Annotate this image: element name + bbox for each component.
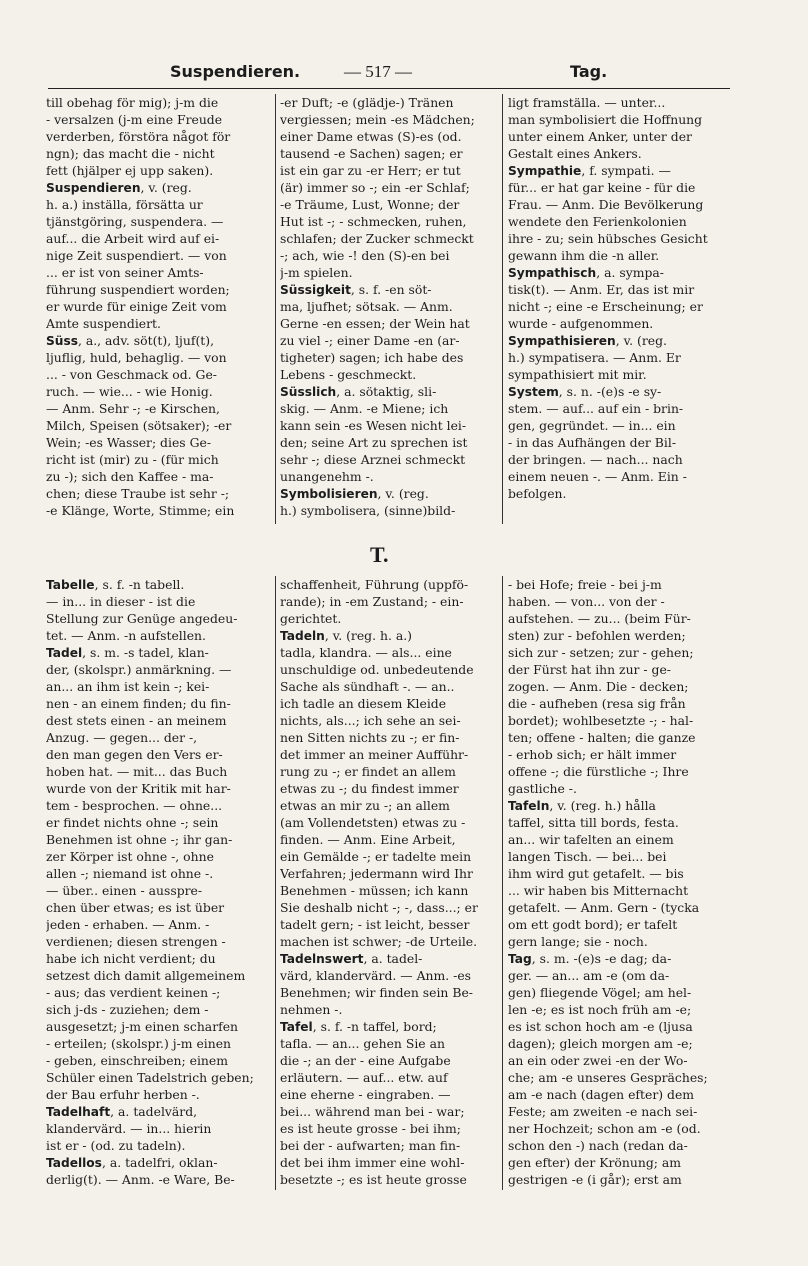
column-divider xyxy=(502,94,503,524)
text-line: ... wir haben bis Mitternacht xyxy=(508,883,689,898)
text-line xyxy=(46,1103,266,1120)
entry-text: , s. m. -s tadel, klan- xyxy=(82,645,209,660)
text-line: taffel, sitta till bords, festa. xyxy=(508,815,679,830)
text-line: tem - besprochen. — ohne... xyxy=(46,798,223,813)
text-line: det immer an meiner Aufführ- xyxy=(280,747,469,762)
text-line: - aus; das verdient keinen -; xyxy=(46,985,221,1000)
text-line: schon den -) nach (redan da- xyxy=(508,1138,688,1153)
text-line: dest stets einen - an meinem xyxy=(46,713,227,728)
text-line: wurde - aufgenommen. xyxy=(508,316,654,331)
text-line: gen, gegründet. — in... ein xyxy=(508,418,676,433)
text-line: der, (skolspr.) anmärkning. — xyxy=(46,662,232,677)
entry-text: , a. tadelfri, oklan- xyxy=(101,1155,218,1170)
text-line: allen -; niemand ist ohne -. xyxy=(46,866,214,881)
text-line: h.) sympatisera. — Anm. Er xyxy=(508,350,681,365)
entry-text: , v. (reg. xyxy=(377,486,429,501)
text-line: värd, klandervärd. — Anm. -es xyxy=(280,968,472,983)
headword: Tag xyxy=(508,952,532,966)
text-line: tadla, klandra. — als... eine xyxy=(280,645,452,660)
text-line: Benehmen - müssen; ich kann xyxy=(280,883,469,898)
text-line: h. a.) inställa, försätta ur xyxy=(46,197,203,212)
entry-text: , s. f. -n taffel, bord; xyxy=(312,1019,437,1034)
text-line xyxy=(508,950,726,967)
text-line: man symbolisiert die Hoffnung xyxy=(508,112,703,127)
text-line: am -e nach (dagen efter) dem xyxy=(508,1087,695,1102)
text-line: gewann ihm die -n aller. xyxy=(508,248,660,263)
entry-text: , a. tadel- xyxy=(363,951,423,966)
entry-text: , s. f. -n tabell. xyxy=(94,577,185,592)
text-line: tet. — Anm. -n aufstellen. xyxy=(46,628,206,643)
headword: Symbolisieren xyxy=(280,487,378,501)
text-line: ich tadle an diesem Kleide xyxy=(280,696,447,711)
text-line: richt ist (mir) zu - (für mich xyxy=(46,452,219,467)
text-line xyxy=(280,383,496,400)
header-right-guide-word: Tag. xyxy=(570,62,608,81)
text-line: nehmen -. xyxy=(280,1002,343,1017)
text-line: der Fürst hat ihn zur - ge- xyxy=(508,662,671,677)
headword: Tadelnswert xyxy=(280,952,364,966)
text-line: sich zur - setzen; zur - gehen; xyxy=(508,645,694,660)
bottom-column-3 xyxy=(508,576,726,1188)
text-line: till obehag för mig); j-m die xyxy=(46,95,219,110)
headword: Sympathisch xyxy=(508,266,597,280)
text-line: Sie deshalb nicht -; -, dass...; er xyxy=(280,900,478,915)
text-line: an... wir tafelten an einem xyxy=(508,832,674,847)
text-line: — Anm. Sehr -; -e Kirschen, xyxy=(46,401,220,416)
text-line: dagen); gleich morgen am -e; xyxy=(508,1036,693,1051)
text-line: - erteilen; (skolspr.) j-m einen xyxy=(46,1036,232,1051)
bottom-column-2 xyxy=(280,576,496,1188)
text-line: es ist schon hoch am -e (ljusa xyxy=(508,1019,693,1034)
text-line: - geben, einschreiben; einem xyxy=(46,1053,228,1068)
text-line xyxy=(508,797,726,814)
text-line: finden. — Anm. Eine Arbeit, xyxy=(280,832,456,847)
page-header xyxy=(44,58,746,86)
text-line: Stellung zur Genüge angedeu- xyxy=(46,611,238,626)
text-line: machen ist schwer; -de Urteile. xyxy=(280,934,478,949)
text-line xyxy=(280,627,496,644)
text-line: offene -; die fürstliche -; Ihre xyxy=(508,764,689,779)
text-line: chen über etwas; es ist über xyxy=(46,900,225,915)
text-line: ... - von Geschmack od. Ge- xyxy=(46,367,217,382)
text-line: unter einem Anker, unter der xyxy=(508,129,692,144)
headword: Sympathisieren xyxy=(508,334,616,348)
text-line: zer Körper ist ohne -, ohne xyxy=(46,849,214,864)
text-line: der bringen. — nach... nach xyxy=(508,452,683,467)
text-line: Benehmen ist ohne -; ihr gan- xyxy=(46,832,233,847)
text-line xyxy=(46,179,266,196)
text-line: nige Zeit suspendiert. — von xyxy=(46,248,227,263)
text-line: ma, ljufhet; sötsak. — Anm. xyxy=(280,299,453,314)
text-line xyxy=(508,162,726,179)
text-line: chen; diese Traube ist sehr -; xyxy=(46,486,230,501)
text-line: ten; offene - halten; die ganze xyxy=(508,730,696,745)
text-line: j-m spielen. xyxy=(280,265,353,280)
text-line: verderben, förstöra något för xyxy=(46,129,231,144)
entry-text: , s. n. -(e)s -e sy- xyxy=(558,384,662,399)
text-line: ist ein gar zu -er Herr; er tut xyxy=(280,163,461,178)
text-line: ihre - zu; sein hübsches Gesicht xyxy=(508,231,708,246)
text-line: ner Hochzeit; schon am -e (od. xyxy=(508,1121,701,1136)
entry-text: , a. sötaktig, sli- xyxy=(336,384,437,399)
text-line: gerichtet. xyxy=(280,611,342,626)
top-column-2 xyxy=(280,94,496,519)
text-line: getafelt. — Anm. Gern - (tycka xyxy=(508,900,700,915)
headword: Süss xyxy=(46,334,78,348)
entry-text: , v. (reg. xyxy=(140,180,192,195)
text-line: h.) symbolisera, (sinne)bild- xyxy=(280,503,456,518)
column-divider xyxy=(275,94,276,524)
text-line: die -; an der - eine Aufgabe xyxy=(280,1053,451,1068)
text-line xyxy=(508,264,726,281)
text-line: ngn); das macht die - nicht xyxy=(46,146,215,161)
text-line: ljuflig, huld, behaglig. — von xyxy=(46,350,227,365)
text-line: sympathisiert mit mir. xyxy=(508,367,647,382)
entry-text: , a. sympa- xyxy=(596,265,664,280)
text-line: verdienen; diesen strengen - xyxy=(46,934,226,949)
text-line: tisk(t). — Anm. Er, das ist mir xyxy=(508,282,695,297)
text-line: (am Vollendetsten) etwas zu - xyxy=(280,815,466,830)
headword: Sympathie xyxy=(508,164,582,178)
text-line: der Bau erfuhr herben -. xyxy=(46,1087,200,1102)
text-line: hoben hat. — mit... das Buch xyxy=(46,764,228,779)
text-line: skig. — Anm. -e Miene; ich xyxy=(280,401,449,416)
text-line: für... er hat gar keine - für die xyxy=(508,180,696,195)
text-line: rande); in -em Zustand; - ein- xyxy=(280,594,464,609)
text-line: Anzug. — gegen... der -, xyxy=(46,730,198,745)
text-line: gern lange; sie - noch. xyxy=(508,934,648,949)
headword: Tafel xyxy=(280,1020,313,1034)
top-column-1 xyxy=(46,94,266,519)
entry-text: , a. tadelvärd, xyxy=(110,1104,198,1119)
text-line: tigheter) sagen; ich habe des xyxy=(280,350,464,365)
text-line: ... er ist von seiner Amts- xyxy=(46,265,204,280)
text-line: zogen. — Anm. Die - decken; xyxy=(508,679,689,694)
text-line: zu viel -; einer Dame -en (ar- xyxy=(280,333,460,348)
text-line: jeden - erhaben. — Anm. - xyxy=(46,917,210,932)
entry-text: , v. (reg. h. a.) xyxy=(324,628,413,643)
text-line: unangenehm -. xyxy=(280,469,374,484)
text-line: etwas zu -; du findest immer xyxy=(280,781,459,796)
column-divider xyxy=(275,576,276,1190)
text-line: Hut ist -; - schmecken, ruhen, xyxy=(280,214,467,229)
text-line: Frau. — Anm. Die Bevölkerung xyxy=(508,197,704,212)
text-line: haben. — von... von der - xyxy=(508,594,665,609)
text-line: bordet); wohlbesetzte -; - hal- xyxy=(508,713,694,728)
text-line: (är) immer so -; ein -er Schlaf; xyxy=(280,180,470,195)
headword: Tafeln xyxy=(508,799,550,813)
text-line: an ein oder zwei -en der Wo- xyxy=(508,1053,688,1068)
section-letter: T. xyxy=(370,542,389,567)
text-line: -er Duft; -e (glädje-) Tränen xyxy=(280,95,454,110)
text-line: rung zu -; er findet an allem xyxy=(280,764,456,779)
text-line: Schüler einen Tadelstrich geben; xyxy=(46,1070,254,1085)
text-line: - bei Hofe; freie - bei j-m xyxy=(508,577,662,592)
text-line: — über.. einen - ausspre- xyxy=(46,883,203,898)
text-line: Benehmen; wir finden sein Be- xyxy=(280,985,473,1000)
text-line: derlig(t). — Anm. -e Ware, Be- xyxy=(46,1172,235,1187)
text-line: ger. — an... am -e (om da- xyxy=(508,968,670,983)
text-line: - in das Aufhängen der Bil- xyxy=(508,435,677,450)
text-line: den man gegen den Vers er- xyxy=(46,747,223,762)
header-rule xyxy=(48,88,730,89)
top-column-3 xyxy=(508,94,726,502)
text-line: unschuldige od. unbedeutende xyxy=(280,662,474,677)
text-line: - versalzen (j-m eine Freude xyxy=(46,112,223,127)
text-line: habe ich nicht verdient; du xyxy=(46,951,216,966)
text-line: tafla. — an... gehen Sie an xyxy=(280,1036,445,1051)
text-line: kann sein -es Wesen nicht lei- xyxy=(280,418,467,433)
text-line: gen) fliegende Vögel; am hel- xyxy=(508,985,692,1000)
text-line: Lebens - geschmeckt. xyxy=(280,367,417,382)
text-line: langen Tisch. — bei... bei xyxy=(508,849,667,864)
text-line: om ett godt bord); er tafelt xyxy=(508,917,678,932)
text-line: stem. — auf... auf ein - brin- xyxy=(508,401,684,416)
headword: Suspendieren xyxy=(46,181,141,195)
text-line: nicht -; eine -e Erscheinung; er xyxy=(508,299,703,314)
text-line: Gestalt eines Ankers. xyxy=(508,146,642,161)
headword: Tadellos xyxy=(46,1156,102,1170)
text-line: ein Gemälde -; er tadelte mein xyxy=(280,849,472,864)
text-line: klandervärd. — in... hierin xyxy=(46,1121,212,1136)
text-line xyxy=(280,1018,496,1035)
text-line: setzest dich damit allgemeinem xyxy=(46,968,246,983)
entry-text: , f. sympati. — xyxy=(581,163,671,178)
text-line: -e Klänge, Worte, Stimme; ein xyxy=(46,503,235,518)
text-line: führung suspendiert worden; xyxy=(46,282,230,297)
text-line xyxy=(46,332,266,349)
text-line: ausgesetzt; j-m einen scharfen xyxy=(46,1019,239,1034)
text-line: ruch. — wie... - wie Honig. xyxy=(46,384,213,399)
text-line: tausend -e Sachen) sagen; er xyxy=(280,146,463,161)
text-line: tadelt gern; - ist leicht, besser xyxy=(280,917,470,932)
text-line: ligt framställa. — unter... xyxy=(508,95,666,110)
text-line: ist er - (od. zu tadeln). xyxy=(46,1138,186,1153)
text-line: -e Träume, Lust, Wonne; der xyxy=(280,197,460,212)
text-line: die - aufheben (resa sig från xyxy=(508,696,686,711)
text-line: Sache als sündhaft -. — an.. xyxy=(280,679,455,694)
text-line: fett (hjälper ej upp saken). xyxy=(46,163,214,178)
text-line: - erhob sich; er hält immer xyxy=(508,747,677,762)
text-line: an... an ihm ist kein -; kei- xyxy=(46,679,210,694)
text-line: er findet nichts ohne -; sein xyxy=(46,815,219,830)
text-line: es ist heute grosse - bei ihm; xyxy=(280,1121,461,1136)
text-line: nen - an einem finden; du fin- xyxy=(46,696,231,711)
text-line: nichts, als...; ich sehe an sei- xyxy=(280,713,461,728)
text-line: gen efter) der Krönung; am xyxy=(508,1155,681,1170)
column-divider xyxy=(502,576,503,1190)
text-line: er wurde für einige Zeit vom xyxy=(46,299,227,314)
text-line: sehr -; diese Arznei schmeckt xyxy=(280,452,466,467)
text-line: zu -); sich den Kaffee - ma- xyxy=(46,469,214,484)
text-line: schlafen; der Zucker schmeckt xyxy=(280,231,474,246)
text-line: etwas an mir zu -; an allem xyxy=(280,798,450,813)
text-line: erläutern. — auf... etw. auf xyxy=(280,1070,448,1085)
text-line: Feste; am zweiten -e nach sei- xyxy=(508,1104,698,1119)
text-line xyxy=(508,383,726,400)
text-line: che; am -e unseres Gespräches; xyxy=(508,1070,708,1085)
text-line: Gerne -en essen; der Wein hat xyxy=(280,316,470,331)
text-line: den; seine Art zu sprechen ist xyxy=(280,435,468,450)
text-line: sich j-ds - zuziehen; dem - xyxy=(46,1002,209,1017)
text-line: auf... die Arbeit wird auf ei- xyxy=(46,231,220,246)
text-line: besetzte -; es ist heute grosse xyxy=(280,1172,467,1187)
headword: Tadelhaft xyxy=(46,1105,111,1119)
entry-text: , s. m. -(e)s -e dag; da- xyxy=(531,951,672,966)
text-line: Wein; -es Wasser; dies Ge- xyxy=(46,435,212,450)
entry-text: , v. (reg. h.) hålla xyxy=(549,798,656,813)
text-line: Milch, Speisen (sötsaker); -er xyxy=(46,418,232,433)
text-line: bei der - aufwarten; man fin- xyxy=(280,1138,461,1153)
text-line: — in... in dieser - ist die xyxy=(46,594,196,609)
text-line: -; ach, wie -! den (S)-en bei xyxy=(280,248,450,263)
headword: Tadel xyxy=(46,646,83,660)
text-line: nen Sitten nichts zu -; er fin- xyxy=(280,730,460,745)
text-line xyxy=(280,281,496,298)
entry-text: , s. f. -en söt- xyxy=(350,282,432,297)
text-line: wurde von der Kritik mit har- xyxy=(46,781,231,796)
text-line: det bei ihm immer eine wohl- xyxy=(280,1155,465,1170)
headword: Tadeln xyxy=(280,629,325,643)
text-line: einem neuen -. — Anm. Ein - xyxy=(508,469,687,484)
page-number: — 517 — xyxy=(344,62,412,81)
text-line: vergiessen; mein -es Mädchen; xyxy=(280,112,475,127)
text-line: gastliche -. xyxy=(508,781,577,796)
entry-text: , v. (reg. xyxy=(615,333,667,348)
bottom-column-1 xyxy=(46,576,266,1188)
text-line: ihm wird gut getafelt. — bis xyxy=(508,866,684,881)
text-line xyxy=(280,950,496,967)
text-line: eine eherne - eingraben. — xyxy=(280,1087,451,1102)
text-line: Verfahren; jedermann wird Ihr xyxy=(280,866,473,881)
text-line: Amte suspendiert. xyxy=(46,316,161,331)
text-line: tjänstgöring, suspendera. — xyxy=(46,214,224,229)
text-line xyxy=(46,644,266,661)
headword: Süsslich xyxy=(280,385,337,399)
text-line: befolgen. xyxy=(508,486,567,501)
header-left-guide-word: Suspendieren. xyxy=(170,62,301,81)
text-line: bei... während man bei - war; xyxy=(280,1104,465,1119)
text-line: wendete den Ferienkolonien xyxy=(508,214,687,229)
headword: Süssigkeit xyxy=(280,283,351,297)
text-line: sten) zur - befohlen werden; xyxy=(508,628,686,643)
entry-text: , a., adv. söt(t), ljuf(t), xyxy=(77,333,215,348)
text-line xyxy=(508,332,726,349)
text-line: len -e; es ist noch früh am -e; xyxy=(508,1002,692,1017)
text-line xyxy=(46,576,266,593)
text-line: aufstehen. — zu... (beim Für- xyxy=(508,611,691,626)
text-line xyxy=(46,1154,266,1171)
text-line: einer Dame etwas (S)-es (od. xyxy=(280,129,462,144)
text-line: schaffenheit, Führung (uppfö- xyxy=(280,577,469,592)
headword: Tabelle xyxy=(46,578,95,592)
text-line xyxy=(280,485,496,502)
headword: System xyxy=(508,385,559,399)
text-line: gestrigen -e (i går); erst am xyxy=(508,1172,682,1187)
